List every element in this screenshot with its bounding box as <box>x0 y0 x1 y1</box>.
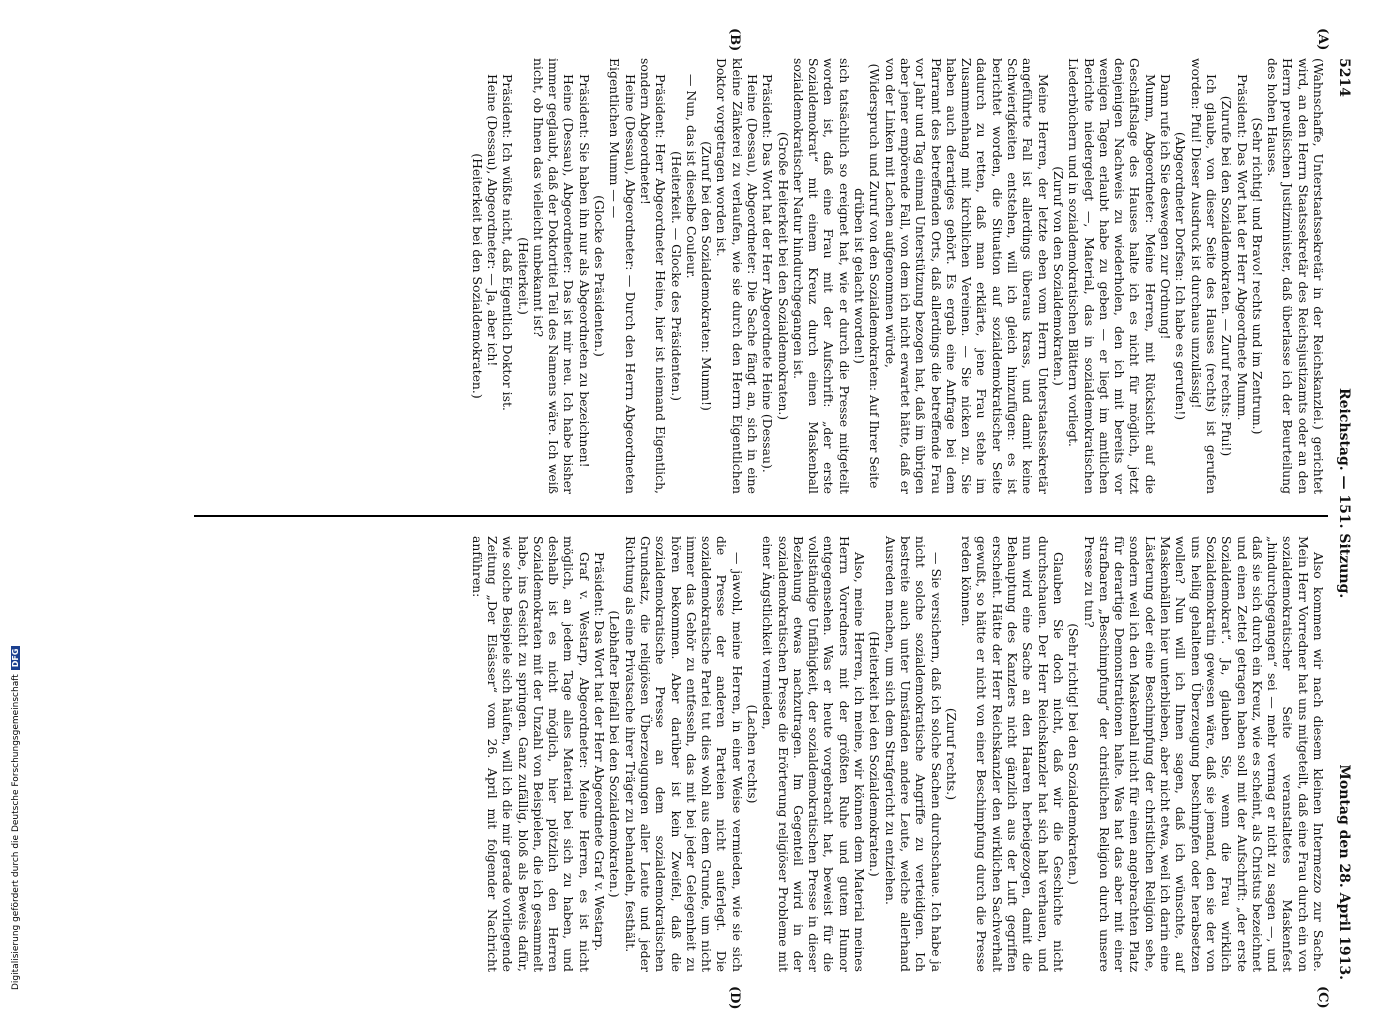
interjection: (Glocke des Präsidenten.) <box>592 195 608 357</box>
margin-marker-d: (D) <box>727 986 742 1010</box>
interjection: (Sehr richtig! bei den Sozialdemokraten.) <box>1066 623 1082 885</box>
interjection: (Heiterkeit.) <box>515 237 531 315</box>
session-date: Montag den 28. April 1913. <box>1336 764 1352 980</box>
interjection: (Widerspruch und Zuruf von den Sozialdemokraten: Auf Ihrer Seite drüben ist gelacht worden!) <box>852 63 883 489</box>
interjection: (Heiterkeit bei den Sozialdemokraten.) <box>867 631 883 877</box>
interjection: (Zuruf von den Sozialdemokraten.) <box>1050 166 1066 386</box>
left-column <box>469 58 1326 494</box>
paragraph: Meine Herren, der letzte eben vom Herrn Unterstaatssekretär angeführte Fall ist allerdings überaus krass, und damit keine Schwierigkeiten entstehen, will ich gleich hinzufügen: es ist berichtet worden, die Situation auf sozialdemokratischer Seite dadurch zu retten, daß man erklärte, jene Frau stehe im Zusammenhang mit kirchlichen Vereinen. — Sie nicken zu. Sie haben auch derartiges gehört. Es ergab eine Anfrage bei dem Pfarramt des betreffenden Orts, daß allerdings die betreffende Frau vor Jahr und Tag einmal Unterstützung bezogen hat, daß im übrigen aber jener empörende Fall, von dem ich nicht erwartet hätte, daß er von der Linken mit Lachen aufgenommen würde, <box>882 58 1051 494</box>
speaker-paragraph: Präsident: Ich wüßte nicht, daß Eigentlich Doktor ist. <box>500 74 516 411</box>
paragraph: sich tatsächlich so ereignet hat, wie er durch die Presse mitgeteilt worden ist, daß eine Frau mit der Aufschrift: „der erste Sozialdemokrat“ mit einem Kreuz durch einen Maskenball sozialdemokratischer Natur hindurchgegangen ist. <box>790 58 852 494</box>
paragraph: Ich glaube, von dieser Seite des Hauses (rechts) ist gerufen worden: Pfui! Dieser Ausdruck ist durchaus unzulässig! <box>1188 58 1219 494</box>
interjection: (Zuruf rechts.) <box>943 707 959 801</box>
interjection: (Sehr richtig! und Bravo! rechts und im Zentrum.) <box>1249 117 1265 435</box>
interjection: (Abgeordneter Dorfsen: Ich habe es gerufen!) <box>1173 131 1189 421</box>
session-title: Reichstag. — 151. Sitzung. <box>1336 388 1352 599</box>
margin-marker-a: (A) <box>1315 28 1330 51</box>
paragraph: — jawohl, meine Herren, in einer Weise vermieden, wie sie sich die Presse der anderen Parteien nicht auferlegt. Die sozialdemokratische Partei tut dies wohl aus dem Grunde, um nicht immer das Gehör zu entfesseln, das mit bei jeder Gelegenheit zu hören bekommen. Aber darüber ist kein Zweifel, daß die sozialdemokratische Presse an dem sozialdemokratischen Grundsatz, die religiösen Überzeugungen aller Leute und jeder Richtung als eine Privatsache ihrer Träger zu behandeln, festhält. <box>622 536 745 972</box>
paragraph: Glauben Sie doch nicht, daß wir die Geschichte nicht durchschauen. Der Herr Reichskanzler hat sich halt verhauen, und nun wird eine Sache an den Haaren herbeigezogen, damit die Behauptung des Kanzlers nicht gänzlich aus der Luft gegriffen erscheint. Hätte der Herr Reichskanzler den wirklichen Sachverhalt gewußt, so hätte er nicht von einer Beschimpfung durch die Presse reden können. <box>959 536 1066 972</box>
column-divider <box>194 515 1328 517</box>
speaker-paragraph: Präsident: Sie haben ihn nur als Abgeordneten zu bezeichnen! <box>576 74 592 468</box>
interjection: (Lachen rechts) <box>745 704 761 804</box>
interjection: (Große Heiterkeit bei den Sozialdemokraten.) <box>775 131 791 421</box>
speaker-paragraph: Heine (Dessau), Abgeordneter: Die Sache fängt an, sich in eine kleine Zänkerei zu verlaufen, wie sie durch den Herrn Eigentlichen Doktor vorgetragen worden ist. <box>714 58 761 494</box>
speaker-paragraph: Präsident: Das Wort hat der Herr Abgeordnete Graf v. Westarp. <box>592 552 608 952</box>
dfg-logo: DFG <box>11 646 20 671</box>
speaker-paragraph: Graf v. Westarp, Abgeordneter: Meine Herren, es ist nicht möglich, an jedem Tage alles Material bei sich zu haben, und deshalb ist es nicht möglich, hier plötzlich den Herren Sozialdemokraten mit der Unzahl von Beispielen, die ich gesammelt habe, ins Gesicht zu springen. Ganz zufällig, bloß als Beweis dafür, wie solche Beispiele sich häufen, will ich die mir gerade vorliegende Zeitung „Der Elsässer“ vom 26. April mit folgender Nachricht anführen: <box>469 536 592 972</box>
interjection: (Lebhafter Beifall bei den Sozialdemokraten.) <box>607 610 623 898</box>
margin-marker-b: (B) <box>727 28 742 52</box>
speaker-paragraph: Mumm, Abgeordneter: Meine Herren, mit Rücksicht auf die Geschäftslage des Hauses halte ich es nicht für möglich, jetzt denjenigen Nachweis zu wiederholen, den ich mit bereits vor wenigen Tagen erlaubt habe zu geben — er liegt im amtlichen Berichte niedergelegt —, Material, das in sozialdemokratischen Liederbüchern und in sozialdemokratischen Blättern vorliegt. <box>1066 58 1158 494</box>
speaker-paragraph: Heine (Dessau), Abgeordneter: — Durch den Herrn Abgeordneten Eigentlichen Mumm — — <box>607 58 638 494</box>
speaker-paragraph: Heine (Dessau), Abgeordneter: Das ist mir neu. Ich habe bisher immer geglaubt, daß der Doktortitel Teil des Namens wäre. Ich weiß nicht, ob Ihnen das vielleicht unbekannt ist? <box>530 58 577 494</box>
paragraph: Also kommen wir nach diesem kleinen Intermezzo zur Sache. Mein Herr Vorredner hat uns mitgeteilt, daß eine Frau durch ein von sozialdemokratischer Seite veranstaltetes Maskenfest „hindurchgegangen“ sei — mehr vermag er nicht zu sagen —, und daß sie sich durch ein Kreuz, wie es scheint, als Christus bezeichnet und einen Zettel getragen haben soll mit der Aufschrift: „der erste Sozialdemokrat“. Ja, glauben Sie, wenn die Frau wirklich Sozialdemokratin gewesen wäre, daß sie jemand, den sie der von uns heilig gehaltenen Überzeugung beschimpfen oder herabsetzen wollen? Nun will ich Ihnen sagen, daß ich wünschte, auf Maskenbällen hier unterblieben, aber nicht etwa, weil ich darin eine Lästerung oder eine Beschimpfung der christlichen Religion sehe, sondern weil ich den Maskenball nicht für einen angebrachten Platz für derartige Demonstrationen halte. Was hat das aber mit einer strafbaren „Beschimpfung“ der christlichen Religion durch unsere Presse zu tun? <box>1081 536 1326 972</box>
interjection: (Heiterkeit. — Glocke des Präsidenten.) <box>668 150 684 402</box>
running-header <box>1330 58 1352 980</box>
paragraph: (Wahnschaffe, Unterstaatssekretär in der Reichskanzlei.) gerichtet wird, an den Herrn Staatssekretär des Reichsjustizamts oder an den Herrn preußischen Justizminister, daß überlasse ich der Beurteilung des hohen Hauses. <box>1265 58 1326 494</box>
paragraph: — Sie versichern, daß ich solche Sachen durchschaue. Ich habe ja nicht solche sozialdemokratische Angriffe zu verteidigen. Ich bestreite auch unter Umständen andere Leute, welche allerhand Ausreden machen, um sich dem Strafgericht zu entziehen. <box>882 536 944 972</box>
page-number: 5214 <box>1336 58 1352 97</box>
speaker-paragraph: Präsident: Das Wort hat der Herr Abgeordnete Mumm. <box>1234 74 1250 421</box>
funding-text: Digitalisierung gefördert durch die Deutsche Forschungsgemeinschaft <box>11 674 21 990</box>
paragraph: — Nun, das ist dieselbe Couleur. <box>683 74 699 279</box>
speaker-paragraph: Heine (Dessau), Abgeordneter: — Ja, aber ich! <box>484 74 500 367</box>
right-column <box>469 536 1326 972</box>
document-page <box>192 28 1352 1010</box>
paragraph: Also, meine Herren, ich meine, wir können dem Material meines Herrn Vorredners mit der größten Ruhe und gutem Humor entgegensehen. Was er heute vorgebracht hat, beweist für die vollständige Unfähigkeit, der sozialdemokratischen Presse in dieser Beziehung etwas nachzutragen. Im Gegenteil wird in der sozialdemokratischen Presse die Erörterung religiöser Probleme mit einer Ängstlichkeit vermieden, <box>760 536 868 972</box>
interjection: (Zurufe bei den Sozialdemokraten. — Zuruf rechts: Pfui!) <box>1219 95 1235 457</box>
interjection: (Heiterkeit bei den Sozialdemokraten.) <box>469 153 485 399</box>
margin-marker-c: (C) <box>1315 986 1330 1009</box>
digitization-sidebar <box>0 0 22 1000</box>
speaker-paragraph: Präsident: Herr Abgeordneter Heine, hier ist niemand Eigentlich, sondern Abgeordneter! <box>637 58 669 494</box>
paragraph: Dann rufe ich Sie deswegen zur Ordnung! <box>1158 74 1174 340</box>
speaker-paragraph: Präsident: Das Wort hat der Herr Abgeordnete Heine (Dessau). <box>760 74 776 473</box>
interjection: (Zuruf bei den Sozialdemokraten: Mumm!) <box>699 141 715 411</box>
funding-note <box>11 646 21 990</box>
